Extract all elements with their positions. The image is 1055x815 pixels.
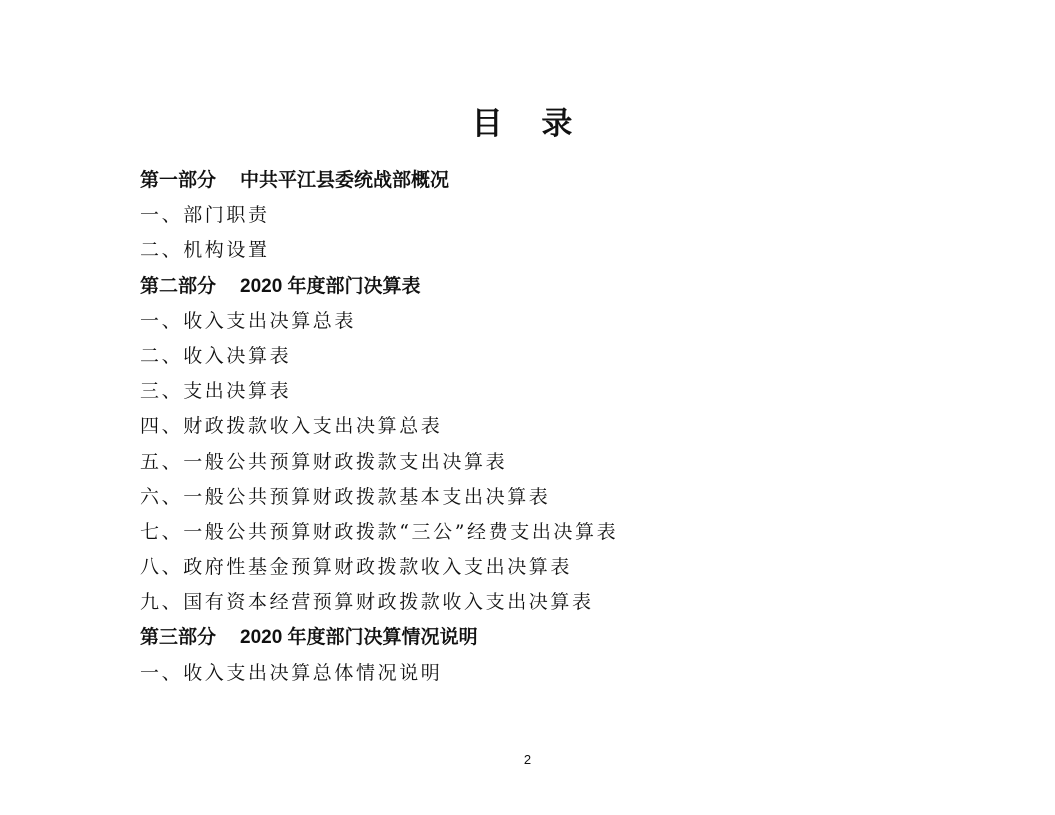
toc-part-title: 2020 年度部门决算表	[240, 275, 421, 297]
toc-item: 六、一般公共预算财政拨款基本支出决算表	[140, 485, 551, 508]
toc-item: 八、政府性基金预算财政拨款收入支出决算表	[140, 556, 573, 579]
toc-item: 九、国有资本经营预算财政拨款收入支出决算表	[140, 591, 594, 614]
toc-part-2	[140, 269, 940, 304]
toc-item: 三、支出决算表	[140, 380, 292, 403]
toc-part-3	[140, 620, 940, 655]
table-of-contents	[140, 163, 940, 691]
toc-item: 一、收入支出决算总体情况说明	[140, 661, 443, 684]
toc-part-label: 第一部分	[140, 170, 217, 191]
toc-item: 二、机构设置	[140, 239, 270, 262]
toc-item: 四、财政拨款收入支出决算总表	[140, 415, 443, 438]
toc-part-label: 第二部分	[140, 275, 217, 297]
page-number: 2	[523, 752, 532, 767]
toc-item: 二、收入决算表	[140, 344, 292, 367]
page-title: 目 录	[471, 106, 587, 142]
toc-item: 一、部门职责	[140, 204, 270, 227]
toc-part-1	[140, 163, 940, 198]
toc-item: 五、一般公共预算财政拨款支出决算表	[140, 450, 508, 473]
toc-part-label: 第三部分	[140, 627, 217, 649]
toc-item: 七、一般公共预算财政拨款“三公”经费支出决算表	[140, 520, 619, 543]
toc-part-title: 中共平江县委统战部概况	[240, 170, 450, 191]
toc-part-title: 2020 年度部门决算情况说明	[240, 627, 478, 649]
toc-item: 一、收入支出决算总表	[140, 309, 357, 332]
